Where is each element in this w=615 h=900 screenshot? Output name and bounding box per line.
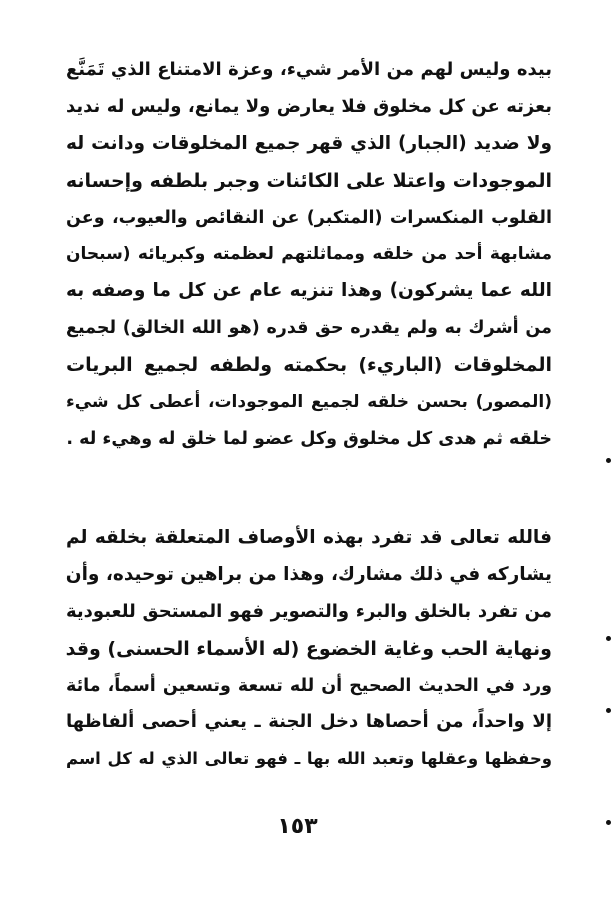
page-number: ١٥٣ bbox=[277, 814, 318, 839]
text-line: خلقه ثم هدى كل مخلوق وكل عضو لما خلق له وهيء له . bbox=[66, 428, 552, 449]
text-line: وحفظها وعقلها وتعبد الله بها ـ فهو تعالى الذي له كل اسم bbox=[66, 749, 552, 769]
scan-dot-mark bbox=[606, 708, 611, 713]
text-line: من أشرك به ولم يقدره حق قدره (هو الله الخالق) لجميع bbox=[66, 318, 552, 339]
paragraph-2 bbox=[66, 520, 552, 778]
scan-dot-mark bbox=[606, 458, 611, 463]
scan-dot-mark bbox=[606, 636, 611, 641]
text-line: مشابهة أحد من خلقه ومماثلتهم لعظمته وكبريائه (سبحان bbox=[66, 244, 552, 265]
text-line: الله عما يشركون) وهذا تنزيه عام عن كل ما وصفه به bbox=[66, 280, 552, 302]
text-line: إلا واحداً، من أحصاها دخل الجنة ـ يعني أحصى ألفاظها bbox=[66, 711, 552, 733]
text-line: ولا ضديد (الجبار) الذي قهر جميع المخلوقات ودانت له bbox=[66, 132, 552, 154]
paragraph-1 bbox=[66, 52, 552, 458]
text-line: يشاركه في ذلك مشارك، وهذا من براهين توحيده، وأن bbox=[66, 563, 552, 585]
text-line: ونهاية الحب وغاية الخضوع (له الأسماء الحسنى) وقد bbox=[66, 637, 552, 660]
text-line: القلوب المنكسرات (المتكبر) عن النقائص والعيوب، وعن bbox=[66, 207, 552, 228]
text-line: فالله تعالى قد تفرد بهذه الأوصاف المتعلقة بخلقه لم bbox=[66, 527, 552, 548]
text-line: بيده وليس لهم من الأمر شيء، وعزة الامتناع الذي تَمَنَّع bbox=[66, 59, 552, 80]
text-line: (المصور) بحسن خلقه لجميع الموجودات، أعطى كل شيء bbox=[66, 392, 552, 413]
text-line: الموجودات واعتلا على الكائنات وجبر بلطفه وإحسانه bbox=[66, 169, 552, 192]
text-line: المخلوقات (الباريء) بحكمته ولطفه لجميع البريات bbox=[66, 354, 552, 377]
text-line: بعزته عن كل مخلوق فلا يعارض ولا يمانع، وليس له نديد bbox=[66, 95, 552, 117]
text-line: ورد في الحديث الصحيح أن لله تسعة وتسعين أسماً، مائة bbox=[66, 675, 552, 696]
text-line: من تفرد بالخلق والبرء والتصوير فهو المستحق للعبودية bbox=[66, 600, 552, 622]
scan-dot-mark bbox=[606, 820, 611, 825]
